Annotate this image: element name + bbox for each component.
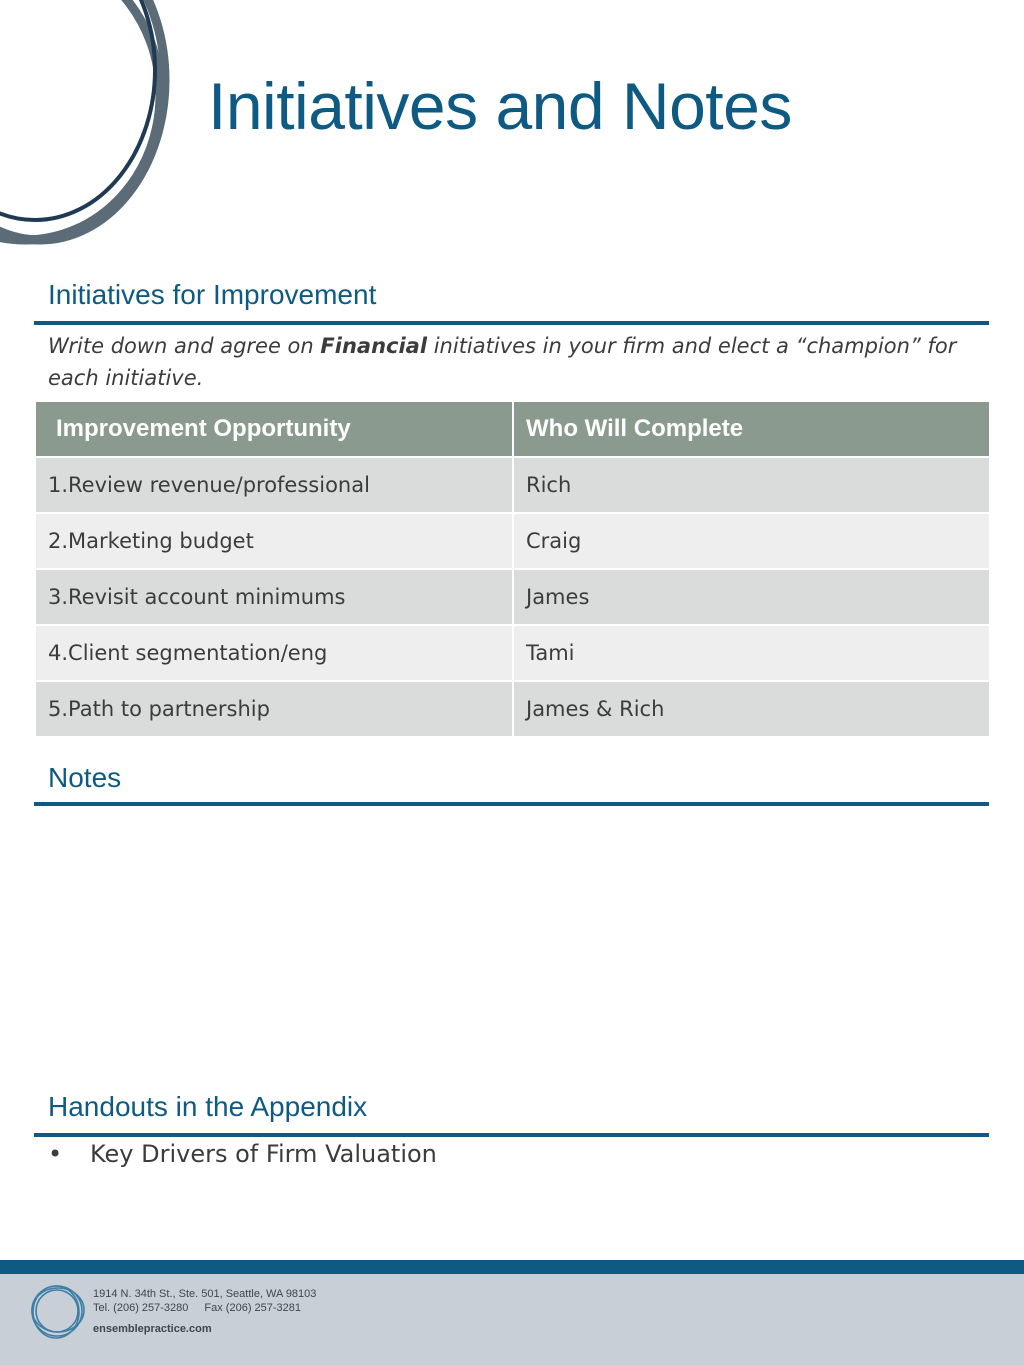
footer-website-link[interactable]: ensemblepractice.com (93, 1323, 212, 1335)
footer-band (0, 1260, 1024, 1274)
initiatives-divider (34, 321, 989, 325)
list-item (48, 1140, 437, 1168)
owner-cell: Tami (513, 625, 990, 681)
page-title: Initiatives and Notes (208, 69, 792, 143)
notes-divider (34, 802, 989, 806)
owner-cell: James & Rich (513, 681, 990, 737)
appendix-heading: Handouts in the Appendix (48, 1091, 368, 1122)
instructions-emphasis: Financial (320, 334, 428, 358)
owner-cell: James (513, 569, 990, 625)
opportunity-cell: 2.Marketing budget (35, 513, 513, 569)
table-row (35, 513, 990, 569)
notes-heading: Notes (48, 762, 122, 793)
appendix-divider (34, 1133, 989, 1137)
footer-contact (93, 1287, 316, 1336)
opportunity-cell: 4.Client segmentation/eng (35, 625, 513, 681)
owner-cell: Rich (513, 457, 990, 513)
column-header-owner: Who Will Complete (513, 401, 990, 457)
opportunity-cell: 5.Path to partnership (35, 681, 513, 737)
initiatives-heading: Initiatives for Improvement (48, 279, 377, 310)
footer-address: 1914 N. 34th St., Ste. 501, Seattle, WA 98103 (93, 1288, 317, 1300)
table-row (35, 681, 990, 737)
footer-fax: Fax (206) 257-3281 (204, 1302, 302, 1314)
table-row (35, 625, 990, 681)
table-row (35, 457, 990, 513)
logo-rings-graphic (0, 0, 190, 250)
opportunity-cell: 3.Revisit account minimums (35, 569, 513, 625)
instructions-lead: Write down and agree on (48, 334, 321, 358)
footer-logo-icon (28, 1282, 86, 1340)
column-header-opportunity: Improvement Opportunity (35, 401, 513, 457)
owner-cell: Craig (513, 513, 990, 569)
table-header-row (35, 401, 990, 457)
footer (0, 1274, 1024, 1365)
opportunity-cell: 1.Review revenue/professional (35, 457, 513, 513)
bullet-icon: • (48, 1140, 63, 1168)
initiatives-table (34, 400, 991, 738)
table-row (35, 569, 990, 625)
list-item-label: Key Drivers of Firm Valuation (90, 1140, 437, 1168)
instructions-tail: initiatives in your firm and elect a “champion” for each initiative. (48, 334, 957, 390)
instructions-text (48, 330, 978, 394)
footer-phone: Tel. (206) 257-3280 (93, 1302, 189, 1314)
